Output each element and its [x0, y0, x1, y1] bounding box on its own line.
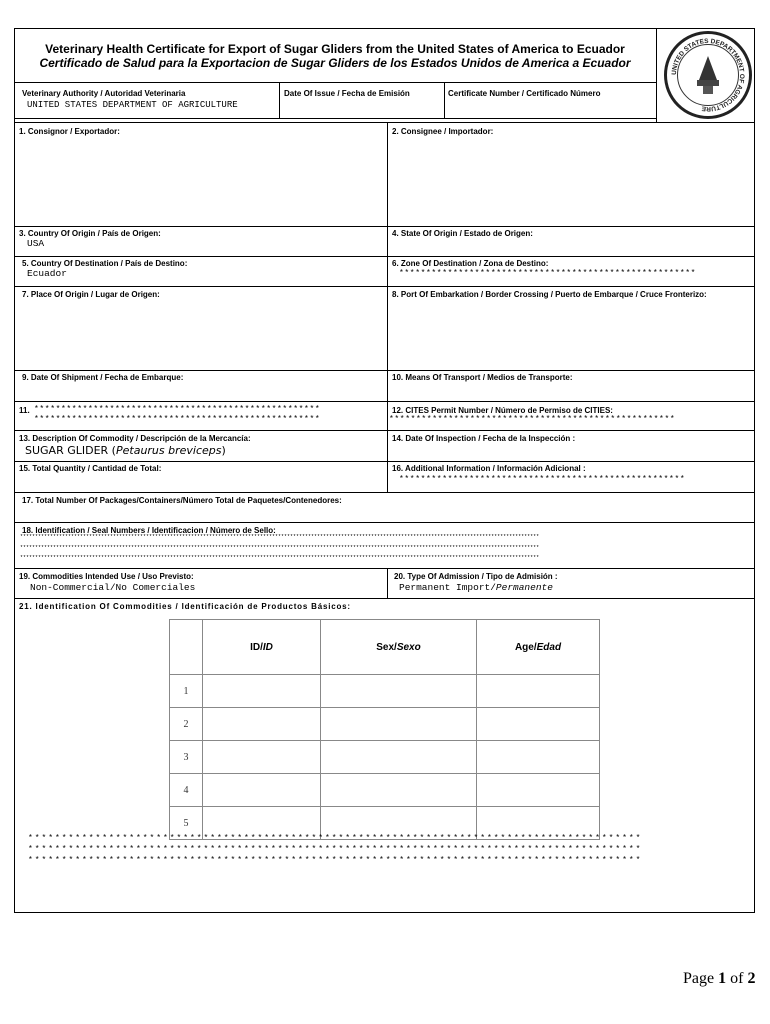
sex-cell[interactable]: [321, 741, 477, 774]
seal-numbers-stars-3: *****************************************************************************************************************************************************************************: [20, 555, 540, 561]
age-cell[interactable]: [477, 675, 600, 708]
sex-cell[interactable]: [321, 675, 477, 708]
table-row: [170, 741, 600, 774]
page-of: of: [726, 970, 748, 987]
zone-of-destination-label: 6. Zone Of Destination / Zona de Destino:: [392, 259, 549, 268]
col-header-id: [203, 620, 321, 675]
col-id-es: ID: [262, 641, 273, 653]
seal-divider: [656, 28, 657, 123]
footer-stars-2: *******************************************************************************************: [28, 845, 643, 854]
date-of-issue-label: Date Of Issue / Fecha de Emisión: [284, 89, 410, 98]
seal-text: UNITED STATES DEPARTMENT OF AGRICULTURE: [670, 37, 746, 113]
authority-value: UNITED STATES DEPARTMENT OF AGRICULTURE: [27, 100, 238, 110]
col-id-en: ID/: [250, 641, 263, 653]
id-cell[interactable]: [203, 708, 321, 741]
title-english: Veterinary Health Certificate for Export of Sugar Gliders from the United States of America to Ecuador: [45, 42, 625, 56]
state-of-origin-label: 4. State Of Origin / Estado de Origen:: [392, 229, 533, 238]
seal-numbers-label: 18. Identification / Seal Numbers / Identificacion / Número de Sello:: [22, 526, 276, 535]
field-11-stars-1: *****************************************************: [34, 405, 321, 414]
country-of-origin-value: USA: [27, 238, 45, 249]
country-of-destination-label: 5. Country Of Destination / País de Destino:: [22, 259, 188, 268]
id-cell[interactable]: [203, 675, 321, 708]
table-corner-cell: [170, 620, 203, 675]
table-row: [170, 675, 600, 708]
certificate-number-label: Certificate Number / Certificado Número: [448, 89, 601, 98]
zone-of-destination-stars: *******************************************************: [399, 269, 697, 278]
col-header-sex: [321, 620, 477, 675]
intended-use-value: Non-Commercial/No Comerciales: [30, 582, 196, 593]
col-header-age: [477, 620, 600, 675]
consignee-label: 2. Consignee / Importador:: [392, 127, 494, 136]
row-line-21: [14, 598, 755, 599]
col-age-en: Age/: [514, 641, 537, 653]
sex-cell[interactable]: [321, 708, 477, 741]
header-divider: [14, 82, 656, 83]
row-line-5: [14, 256, 755, 257]
cites-permit-label: 12. CITES Permit Number / Número de Permiso de CITIES:: [392, 406, 613, 415]
title-spanish: Certificado de Salud para la Exportacion de Sugar Gliders de los Estados Unidos de America a Ecuador: [39, 56, 631, 70]
total-quantity-label: 15. Total Quantity / Cantidad de Total:: [19, 464, 162, 473]
row-line-15: [14, 461, 755, 462]
row-line-18: [14, 522, 755, 523]
page-total: 2: [747, 970, 756, 987]
column-divider-top: [387, 122, 388, 492]
row-number: 2: [170, 708, 203, 741]
type-of-admission-label: 20. Type Of Admission / Tipo de Admisión :: [394, 572, 558, 581]
type-of-admission-value: [399, 582, 553, 593]
col-age-es: Edad: [536, 641, 562, 653]
description-scientific-name: Petaurus breviceps: [115, 444, 222, 457]
footer-stars-3: *******************************************************************************************: [28, 856, 643, 865]
row-line-7: [14, 286, 755, 287]
means-of-transport-label: 10. Means Of Transport / Medios de Transporte:: [392, 373, 573, 382]
row-line-13: [14, 430, 755, 431]
usda-seal-icon: [664, 31, 752, 119]
seal-graphic: [667, 34, 749, 116]
row-number: 4: [170, 774, 203, 807]
admission-value-es: Permanente: [495, 582, 553, 593]
page-number: [683, 970, 755, 988]
additional-info-label: 16. Additional Information / Información Adicional :: [392, 464, 586, 473]
age-cell[interactable]: [477, 774, 600, 807]
authority-label: Veterinary Authority / Autoridad Veterinaria: [22, 89, 186, 98]
intended-use-label: 19. Commodities Intended Use / Uso Previsto:: [19, 572, 194, 581]
header-col-divider-1: [279, 82, 280, 118]
row-number: 5: [170, 807, 203, 840]
page-current: 1: [718, 970, 727, 987]
column-divider-19: [387, 568, 388, 598]
identification-table: [169, 619, 600, 840]
seal-numbers-stars-2: *****************************************************************************************************************************************************************************: [20, 545, 540, 551]
row-line-11: [14, 401, 755, 402]
header-bottom-line-2: [14, 122, 755, 123]
cites-permit-stars: *****************************************************: [389, 415, 676, 424]
row-number: 3: [170, 741, 203, 774]
sex-cell[interactable]: [321, 774, 477, 807]
table-header-row: [170, 620, 600, 675]
additional-info-stars: *****************************************************: [399, 475, 686, 484]
row-number: 1: [170, 675, 203, 708]
description-value: [25, 444, 226, 457]
row-line-3: [14, 226, 755, 227]
header-col-divider-2: [444, 82, 445, 118]
identification-commodities-label: 21. Identification Of Commodities / Identificación de Productos Básicos:: [19, 602, 351, 611]
header-bottom-line: [14, 118, 656, 119]
admission-value-en: Permanent Import/: [399, 582, 496, 593]
table-row: [170, 708, 600, 741]
port-of-embarkation-label: 8. Port Of Embarkation / Border Crossing / Puerto de Embarque / Cruce Fronterizo:: [392, 290, 707, 299]
description-close-paren: ): [221, 444, 226, 457]
col-sex-en: Sex/: [376, 641, 397, 653]
country-of-origin-label: 3. Country Of Origin / País de Origen:: [19, 229, 161, 238]
footer-stars-1: *******************************************************************************************: [28, 834, 643, 843]
consignor-label: 1. Consignor / Exportador:: [19, 127, 120, 136]
field-11-label: 11.: [19, 406, 30, 415]
country-of-destination-value: Ecuador: [27, 268, 67, 279]
table-row: [170, 774, 600, 807]
row-line-17: [14, 492, 755, 493]
field-11-stars-2: *****************************************************: [34, 415, 321, 424]
place-of-origin-label: 7. Place Of Origin / Lugar de Origen:: [22, 290, 160, 299]
id-cell[interactable]: [203, 741, 321, 774]
seal-numbers-stars-1: *****************************************************************************************************************************************************************************: [20, 534, 540, 540]
col-sex-es: Sexo: [396, 641, 421, 653]
age-cell[interactable]: [477, 708, 600, 741]
row-line-9: [14, 370, 755, 371]
description-label: 13. Description Of Commodity / Descripción de la Mercancía:: [19, 434, 251, 443]
page-prefix: Page: [683, 970, 719, 987]
date-of-shipment-label: 9. Date Of Shipment / Fecha de Embarque:: [22, 373, 184, 382]
age-cell[interactable]: [477, 741, 600, 774]
description-common-name: SUGAR GLIDER (: [25, 444, 116, 457]
row-line-19: [14, 568, 755, 569]
date-of-inspection-label: 14. Date Of Inspection / Fecha de la Inspección :: [392, 434, 576, 443]
total-packages-label: 17. Total Number Of Packages/Containers/Número Total de Paquetes/Contenedores:: [22, 496, 342, 505]
id-cell[interactable]: [203, 774, 321, 807]
